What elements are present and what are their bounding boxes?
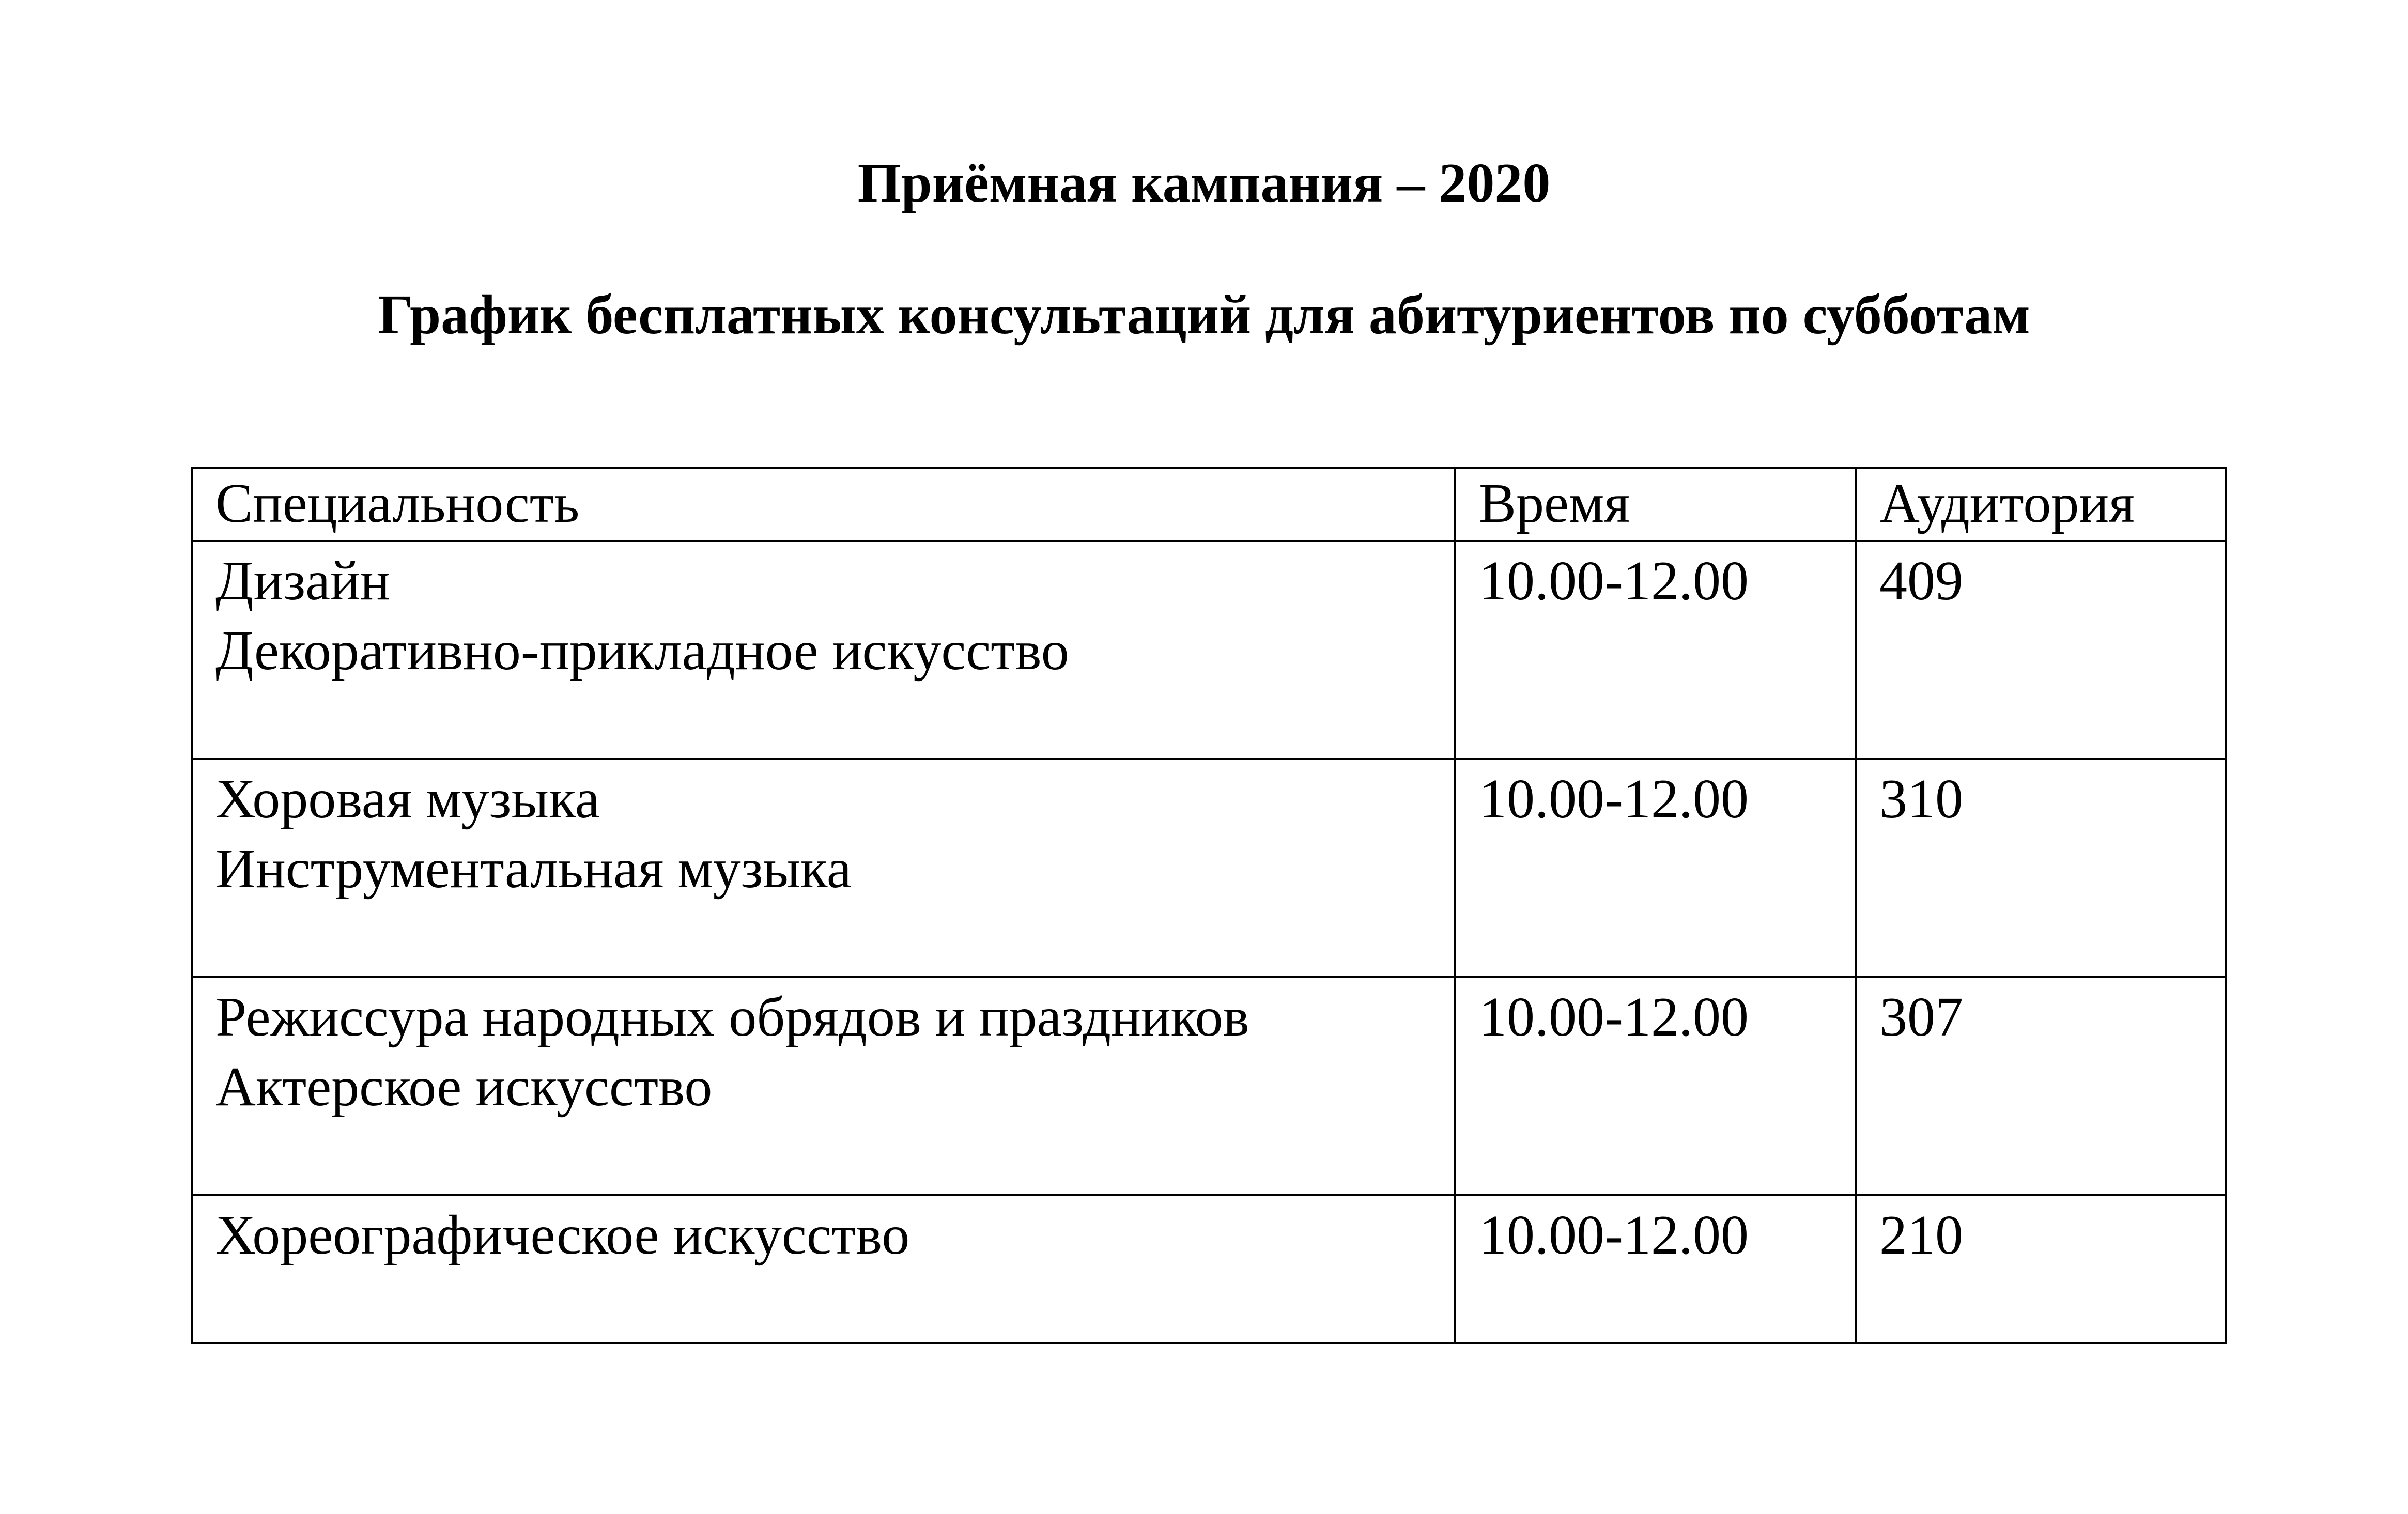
specialty-cell — [192, 1195, 1455, 1343]
specialty-cell — [192, 759, 1455, 977]
table-header-row — [192, 468, 2226, 541]
table-row — [192, 1195, 2226, 1343]
specialty-cell — [192, 541, 1455, 759]
specialty-name: Инструментальная музыка — [215, 838, 852, 900]
specialty-name: Дизайн — [215, 550, 390, 612]
document-subtitle: График бесплатных консультаций для абитуриентов по субботам — [378, 284, 2030, 346]
header-room: Аудитория — [1856, 468, 2226, 541]
time-cell: 10.00-12.00 — [1455, 541, 1856, 759]
table-row — [192, 541, 2226, 759]
specialty-name: Декоративно-прикладное искусство — [215, 620, 1069, 682]
specialty-cell — [192, 977, 1455, 1195]
room-cell: 210 — [1856, 1195, 2226, 1343]
table-row — [192, 759, 2226, 977]
document-title: Приёмная кампания – 2020 — [857, 152, 1551, 214]
specialty-name: Хоровая музыка — [215, 768, 600, 830]
specialty-name: Режиссура народных обрядов и праздников — [215, 986, 1249, 1048]
specialty-name: Хореографическое искусство — [215, 1204, 910, 1266]
table-row — [192, 977, 2226, 1195]
schedule-table — [191, 467, 2227, 1344]
time-cell: 10.00-12.00 — [1455, 977, 1856, 1195]
room-cell: 307 — [1856, 977, 2226, 1195]
specialty-name: Актерское искусство — [215, 1056, 713, 1118]
header-specialty: Специальность — [192, 468, 1455, 541]
header-time: Время — [1455, 468, 1856, 541]
room-cell: 310 — [1856, 759, 2226, 977]
room-cell: 409 — [1856, 541, 2226, 759]
time-cell: 10.00-12.00 — [1455, 759, 1856, 977]
time-cell: 10.00-12.00 — [1455, 1195, 1856, 1343]
